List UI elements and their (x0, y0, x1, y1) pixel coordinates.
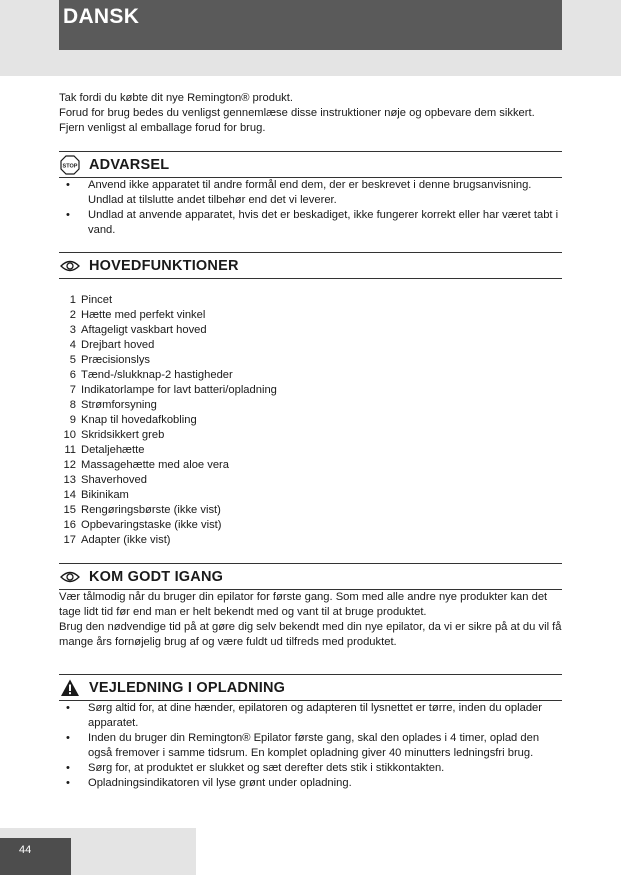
item-label: Hætte med perfekt vinkel (81, 309, 206, 321)
item-number: 7 (69, 384, 76, 396)
page-number-box (0, 838, 71, 875)
features-title: HOVEDFUNKTIONER (89, 257, 239, 274)
list-item (59, 413, 459, 428)
item-label: Detaljehætte (81, 444, 145, 456)
list-item: • Undlad at anvende apparatet, hvis det er beskadiget, ikke fungerer korrekt eller har været tabt i vand. (59, 208, 562, 238)
item-number: 12 (63, 459, 76, 471)
intro-line: Forud for brug bedes du venligst gennemlæse disse instruktioner nøje og opbevare dem sikkert. Fjern venligst al emballage forud for brug. (59, 107, 535, 134)
list-item (59, 428, 459, 443)
getting-started-section-header (59, 563, 562, 590)
list-item: • Sørg for, at produktet er slukket og sæt derefter dets stik i stikkontakten. (59, 761, 562, 776)
page-title: DANSK (63, 5, 140, 28)
item-number: 5 (69, 354, 76, 366)
getting-started-title: KOM GODT IGANG (89, 568, 224, 585)
item-number: 10 (63, 429, 76, 441)
list-item (59, 503, 459, 518)
item-number: 2 (69, 309, 76, 321)
item-label: Adapter (ikke vist) (81, 534, 171, 546)
item-label: Strømforsyning (81, 399, 157, 411)
features-list (59, 293, 459, 548)
item-label: Massagehætte med aloe vera (81, 459, 230, 471)
item-number: 8 (69, 399, 76, 411)
list-item (59, 518, 459, 533)
item-label: Knap til hovedafkobling (81, 414, 197, 426)
list-item: • Inden du bruger din Remington® Epilator første gang, skal den oplades i 4 timer, oplad den også fremover i samme tidsrum. En komplet opladning giver 40 minutters ledningsfri brug. (59, 731, 562, 761)
item-number: 15 (63, 504, 76, 516)
item-label: Drejbart hoved (81, 339, 155, 351)
stop-icon-label: STOP (62, 163, 78, 169)
eye-icon (60, 256, 80, 276)
item-number: 14 (63, 489, 76, 501)
exclamation-icon (60, 678, 80, 698)
warning-list (59, 178, 562, 238)
getting-started-text (59, 590, 562, 650)
charging-title: VEJLEDNING I OPLADNING (89, 679, 286, 696)
warning-section-header (59, 151, 562, 178)
item-number: 9 (69, 414, 76, 426)
intro-text (59, 91, 559, 136)
item-label: Indikatorlampe for lavt batteri/opladning (81, 384, 277, 396)
intro-line: Tak fordi du købte dit nye Remington® produkt. (59, 92, 293, 104)
item-number: 1 (69, 294, 76, 306)
item-label: Skridsikkert greb (81, 429, 165, 441)
charging-list (59, 701, 562, 791)
list-item (59, 293, 459, 308)
item-label: Bikinikam (81, 489, 129, 501)
item-number: 3 (69, 324, 76, 336)
list-item (59, 398, 459, 413)
item-number: 16 (63, 519, 76, 531)
paragraph: Vær tålmodig når du bruger din epilator for første gang. Som med alle andre nye produkter kan det tage lidt tid før end man er helt bekendt med og vant til at bruge produktet. (59, 591, 548, 618)
item-label: Rengøringsbørste (ikke vist) (81, 504, 221, 516)
list-item: • Anvend ikke apparatet til andre formål end dem, der er beskrevet i denne brugsanvisning. Undlad at tilslutte andet tilbehør end det vi leverer. (59, 178, 562, 208)
list-item (59, 443, 459, 458)
item-number: 13 (63, 474, 76, 486)
list-item (59, 533, 459, 548)
list-item (59, 458, 459, 473)
item-label: Pincet (81, 294, 113, 306)
list-item: • Opladningsindikatoren vil lyse grønt under opladning. (59, 776, 562, 791)
item-label: Opbevaringstaske (ikke vist) (81, 519, 222, 531)
list-item (59, 473, 459, 488)
features-section-header (59, 252, 562, 279)
item-label: Præcisionslys (81, 354, 151, 366)
list-item (59, 323, 459, 338)
item-label: Shaverhoved (81, 474, 147, 486)
list-item (59, 368, 459, 383)
list-item: • Sørg altid for, at dine hænder, epilatoren og adapteren til lysnettet er tørre, inden du oplader apparatet. (59, 701, 562, 731)
item-label: Tænd-/slukknap-2 hastigheder (81, 369, 233, 381)
item-number: 17 (63, 534, 76, 546)
list-item (59, 353, 459, 368)
item-number: 4 (69, 339, 76, 351)
item-number: 6 (69, 369, 76, 381)
charging-section-header (59, 674, 562, 701)
list-item (59, 383, 459, 398)
warning-title: ADVARSEL (89, 156, 170, 173)
language-title-bar (59, 0, 562, 50)
list-item (59, 488, 459, 503)
item-number: 11 (64, 444, 76, 456)
eye-icon (60, 567, 80, 587)
stop-icon (60, 155, 80, 175)
list-item (59, 308, 459, 323)
item-label: Aftageligt vaskbart hoved (81, 324, 207, 336)
paragraph: Brug den nødvendige tid på at gøre dig selv bekendt med din nye epilator, da vi er sikre på at du vil få mange års fornøjelig brug af og være fuldt ud tilfreds med produktet. (59, 621, 562, 648)
page-number: 44 (19, 844, 32, 856)
list-item (59, 338, 459, 353)
